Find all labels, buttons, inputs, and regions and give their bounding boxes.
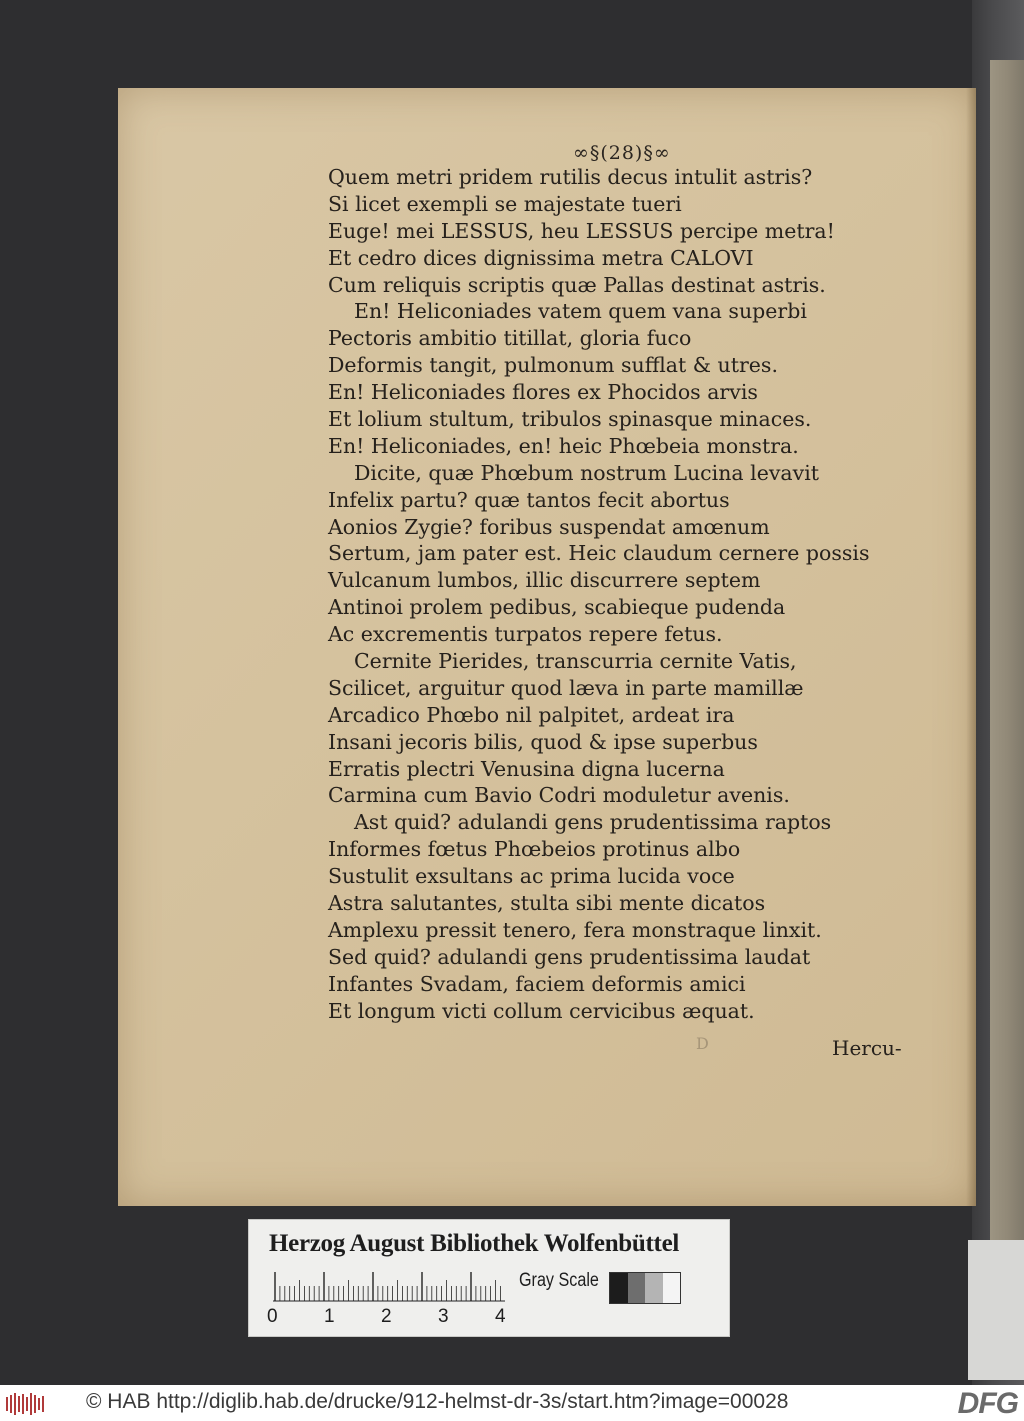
scale-number: 1: [324, 1306, 335, 1327]
page-header: ∞§(28)§∞: [573, 142, 671, 164]
text-line: Ast quid? adulandi gens prudentissima raptos: [354, 810, 832, 835]
gray-swatch: [645, 1273, 663, 1303]
text-line: Carmina cum Bavio Codri moduletur avenis.: [328, 783, 790, 808]
text-line: Dicite, quæ Phœbum nostrum Lucina levavit: [354, 460, 820, 485]
dfg-logo: DFG: [957, 1387, 1018, 1420]
copyright-url[interactable]: © HAB http://diglib.hab.de/drucke/912-helmst-dr-3s/start.htm?image=00028: [86, 1390, 789, 1413]
book-page: [118, 88, 976, 1206]
text-line: Arcadico Phœbo nil palpitet, ardeat ira: [328, 702, 735, 727]
text-line: Amplexu pressit tenero, fera monstraque linxit.: [328, 917, 822, 942]
scale-number: 0: [267, 1306, 278, 1327]
poem-text: [328, 164, 928, 1025]
text-line: Et longum victi collum cervicibus æquat.: [328, 998, 755, 1023]
text-line: Erratis plectri Venusina digna lucerna: [328, 756, 725, 781]
scale-number: 4: [495, 1306, 506, 1327]
text-line: Sertum, jam pater est. Heic claudum cernere possis: [328, 541, 870, 566]
text-line: Deformis tangit, pulmonum sufflat & utres.: [328, 353, 778, 378]
text-line: Antinoi prolem pedibus, scabieque pudenda: [328, 595, 786, 620]
text-line: Insani jecoris bilis, quod & ipse superbus: [328, 729, 758, 754]
scale-number: 3: [438, 1306, 449, 1327]
footer-bar: [0, 1385, 1024, 1421]
text-line: Et cedro dices dignissima metra CALOVI: [328, 245, 754, 270]
text-line: En! Heliconiades flores ex Phocidos arvis: [328, 380, 758, 405]
gray-scale-label: Gray Scale: [519, 1270, 599, 1291]
text-line: Sustulit exsultans ac prima lucida voce: [328, 864, 735, 889]
adjacent-page-edge: [990, 60, 1024, 1240]
text-line: Et lolium stultum, tribulos spinasque minaces.: [328, 407, 812, 432]
hab-logo-icon: [6, 1393, 46, 1415]
text-line: En! Heliconiades vatem quem vana superbi: [354, 299, 807, 324]
catchword: Hercu-: [832, 1036, 902, 1060]
text-line: Scilicet, arguitur quod læva in parte mamillæ: [328, 675, 804, 700]
gray-scale-swatches: [609, 1272, 681, 1304]
text-line: Sed quid? adulandi gens prudentissima laudat: [328, 944, 811, 969]
text-line: Euge! mei LESSUS, heu LESSUS percipe metra!: [328, 218, 835, 243]
library-label-card: [248, 1219, 730, 1337]
gray-swatch: [610, 1273, 628, 1303]
text-line: Aonios Zygie? foribus suspendat amœnum: [328, 514, 770, 539]
text-line: Astra salutantes, stulta sibi mente dicatos: [328, 891, 766, 916]
adjacent-card-edge: [968, 1240, 1024, 1380]
library-title: Herzog August Bibliothek Wolfenbüttel: [269, 1230, 680, 1257]
text-line: Cum reliquis scriptis quæ Pallas destinat astris.: [328, 272, 826, 297]
text-line: Vulcanum lumbos, illic discurrere septem: [328, 568, 761, 593]
text-line: Infantes Svadam, faciem deformis amici: [328, 971, 746, 996]
page-shadow-edge: [966, 88, 976, 1206]
signature-mark: D: [696, 1034, 709, 1053]
text-line: Quem metri pridem rutilis decus intulit astris?: [328, 165, 813, 189]
gray-swatch: [663, 1273, 681, 1303]
text-line: Infelix partu? quæ tantos fecit abortus: [328, 487, 730, 512]
text-line: Si licet exempli se majestate tueri: [328, 191, 682, 216]
text-line: En! Heliconiades, en! heic Phœbeia monstra.: [328, 433, 799, 458]
scale-ruler: [273, 1272, 505, 1302]
text-line: Informes fœtus Phœbeios protinus albo: [328, 837, 741, 862]
text-line: Ac excrementis turpatos repere fetus.: [328, 622, 723, 647]
text-line: Cernite Pierides, transcurria cernite Vatis,: [354, 649, 797, 674]
gray-swatch: [628, 1273, 646, 1303]
scale-number: 2: [381, 1306, 392, 1327]
text-line: Pectoris ambitio titillat, gloria fuco: [328, 326, 692, 351]
